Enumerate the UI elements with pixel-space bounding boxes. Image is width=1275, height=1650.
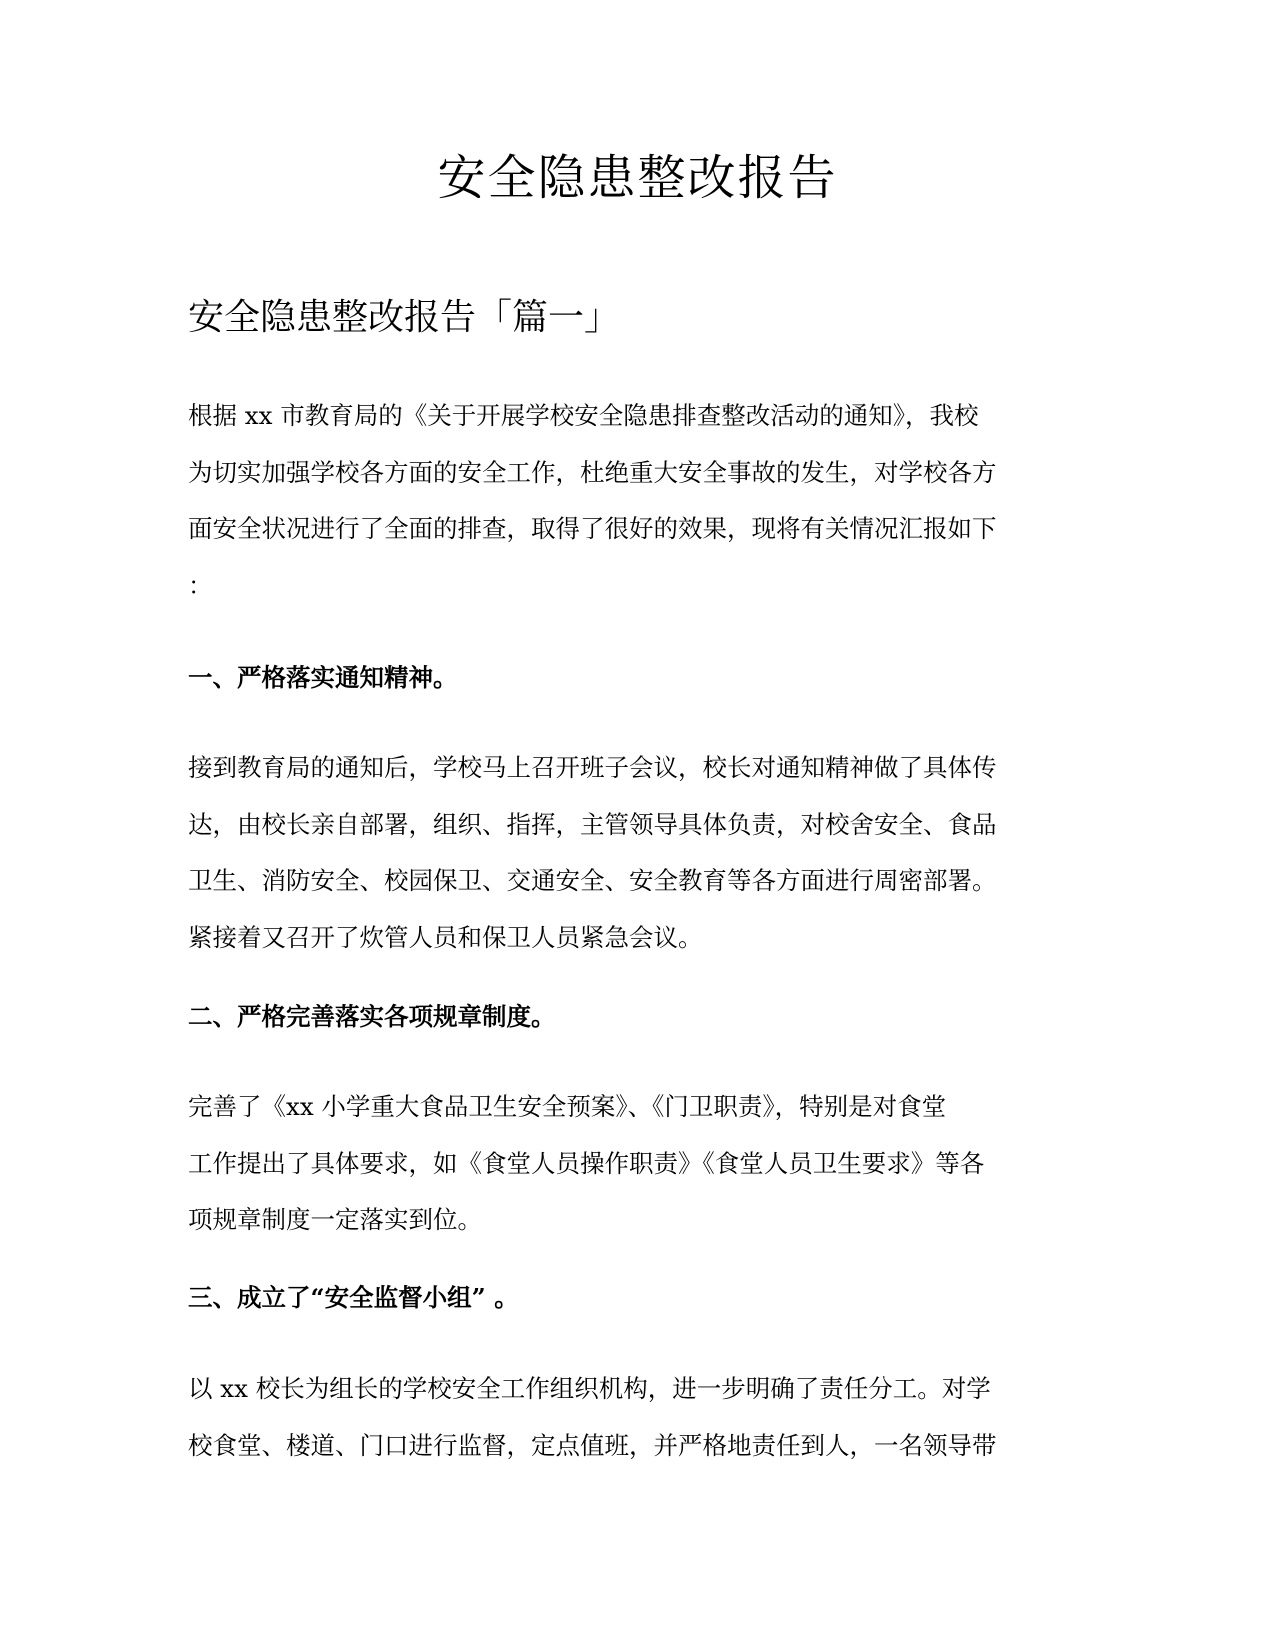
paragraph-line: 根据 xx 市教育局的《关于开展学校安全隐患排查整改活动的通知》，我校: [188, 401, 979, 430]
paragraph-line: 面安全状况进行了全面的排查，取得了很好的效果，现将有关情况汇报如下: [188, 514, 997, 543]
paragraph-line: 卫生、消防安全、校园保卫、交通安全、安全教育等各方面进行周密部署。: [188, 866, 997, 895]
heading-3: 三、成立了“安全监督小组” 。: [188, 1283, 519, 1312]
paragraph-line: 接到教育局的通知后，学校马上召开班子会议，校长对通知精神做了具体传: [188, 753, 997, 782]
paragraph-1: [188, 740, 1088, 966]
heading-1: 一、严格落实通知精神。: [188, 663, 458, 692]
paragraph-line: 工作提出了具体要求，如《食堂人员操作职责》《食堂人员卫生要求》等各: [188, 1148, 985, 1178]
paragraph-line: 紧接着又召开了炊管人员和保卫人员紧急会议。: [188, 922, 703, 952]
paragraph-3: [188, 1361, 1088, 1474]
intro-paragraph: [188, 388, 1088, 614]
paragraph-line: 达，由校长亲自部署，组织、指挥，主管领导具体负责，对校舍安全、食品: [188, 809, 997, 839]
paragraph-line: ：: [188, 570, 213, 600]
paragraph-line: 校食堂、楼道、门口进行监督，定点值班，并严格地责任到人，一名领导带: [188, 1430, 997, 1460]
document-title: 安全隐患整改报告: [437, 150, 838, 206]
paragraph-line: 完善了《xx 小学重大食品卫生安全预案》、《门卫职责》，特别是对食堂: [188, 1092, 947, 1121]
paragraph-line: 项规章制度一定落实到位。: [188, 1205, 482, 1234]
section-title: 安全隐患整改报告「篇一」: [188, 297, 621, 338]
paragraph-line: 为切实加强学校各方面的安全工作，杜绝重大安全事故的发生，对学校各方: [188, 457, 997, 487]
heading-2: 二、严格完善落实各项规章制度。: [188, 1002, 556, 1031]
paragraph-line: 以 xx 校长为组长的学校安全工作组织机构，进一步明确了责任分工。对学: [188, 1374, 991, 1403]
paragraph-2: [188, 1079, 1088, 1249]
